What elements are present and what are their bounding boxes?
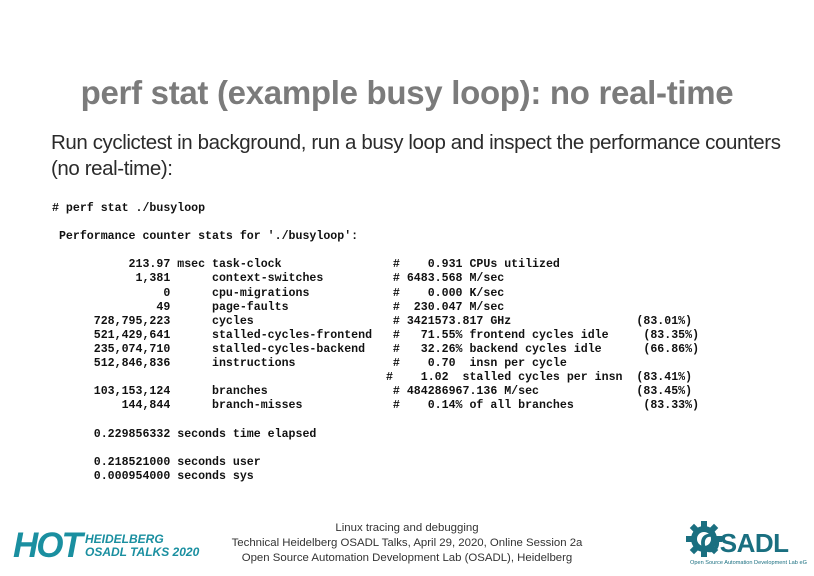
code-line: 728,795,223 cycles # 3421573.817 GHz (83.01%) [52,314,693,328]
code-line [52,216,699,230]
code-line: 213.97 msec task-clock # 0.931 CPUs utilized [52,258,560,272]
hot-logo-line1: HEIDELBERG [85,532,164,546]
code-line: # 1.02 stalled cycles per insn (83.41%) [52,371,693,385]
code-line [52,442,699,456]
code-line: 1,381 context-switches # 6483.568 M/sec [52,272,505,286]
code-line: 512,846,836 instructions # 0.70 insn per cycle [52,357,567,371]
code-line: 521,429,641 stalled-cycles-frontend # 71.55% frontend cycles idle (83.35%) [52,328,700,342]
perf-output-block [52,202,699,484]
slide-title: perf stat (example busy loop): no real-time [80,74,734,111]
footer-line-2: Technical Heidelberg OSADL Talks, April 29, 2020, Online Session 2a [231,537,583,549]
code-line: 0.218521000 seconds user [52,455,261,469]
code-line [52,413,699,427]
osadl-logo-mark: OSADL [700,528,789,558]
footer-line-3: Open Source Automation Development Lab (OSADL), Heidelberg [241,552,573,564]
code-line: 0.229856332 seconds time elapsed [52,427,317,441]
osadl-logo [688,519,807,567]
code-line: 103,153,124 branches # 484286967.136 M/sec (83.45%) [52,385,693,399]
osadl-logo-tagline: Open Source Automation Development Lab eG [690,560,807,566]
intro-text: Run cyclictest in background, run a busy loop and inspect the performance counters (no real-time): [51,131,781,180]
code-line: 235,074,710 stalled-cycles-backend # 32.26% backend cycles idle (66.86%) [52,342,700,356]
hot-logo-mark: HOT [13,526,81,565]
hot-logo-line2: OSADL TALKS 2020 [85,545,200,559]
code-line [52,244,699,258]
code-line: Performance counter stats for './busyloop': [52,230,359,244]
code-line: 0 cpu-migrations # 0.000 K/sec [52,286,505,300]
code-line: 144,844 branch-misses # 0.14% of all branches (83.33%) [52,399,700,413]
code-line: # perf stat ./busyloop [52,202,206,215]
footer-line-1: Linux tracing and debugging [335,522,479,534]
code-line: 0.000954000 seconds sys [52,469,254,483]
code-line: 49 page-faults # 230.047 M/sec [52,300,505,314]
